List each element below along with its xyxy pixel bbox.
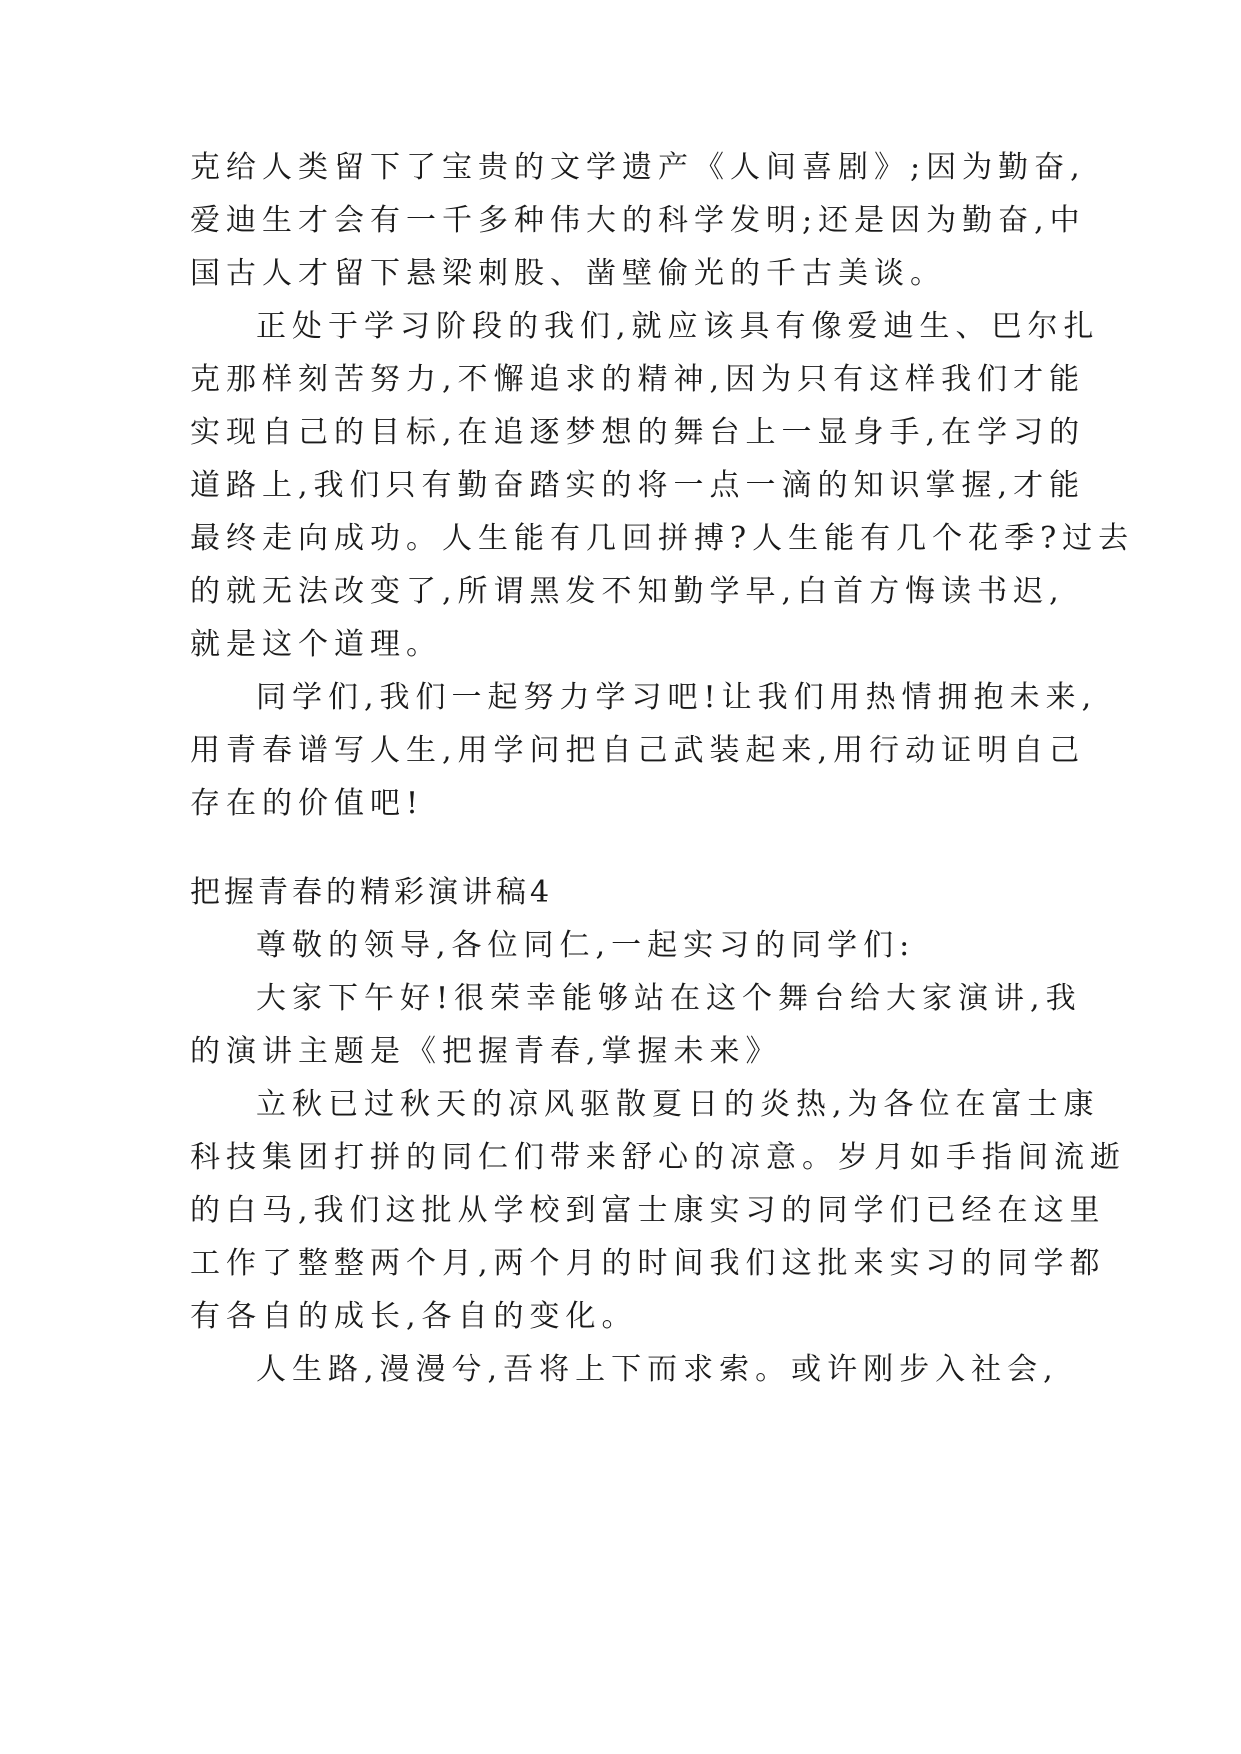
paragraph-line: 的演讲主题是《把握青春,掌握未来》 bbox=[190, 1034, 782, 1069]
paragraph-line: 有各自的成长,各自的变化。 bbox=[190, 1299, 638, 1334]
paragraph-line: 实现自己的目标,在追逐梦想的舞台上一显身手,在学习的 bbox=[190, 415, 1086, 450]
paragraph-line: 工作了整整两个月,两个月的时间我们这批来实习的同学都 bbox=[190, 1246, 1106, 1281]
paragraph-line: 人生路,漫漫兮,吾将上下而求索。或许刚步入社会, bbox=[256, 1352, 1059, 1387]
paragraph-line: 就是这个道理。 bbox=[190, 627, 442, 662]
paragraph-line: 尊敬的领导,各位同仁,一起实习的同学们: bbox=[256, 928, 916, 963]
paragraph-line: 用青春谱写人生,用学问把自己武装起来,用行动证明自己 bbox=[190, 733, 1086, 768]
paragraph-line: 克给人类留下了宝贵的文学遗产《人间喜剧》;因为勤奋, bbox=[190, 150, 1086, 185]
paragraph-line: 克那样刻苦努力,不懈追求的精神,因为只有这样我们才能 bbox=[190, 362, 1086, 397]
paragraph-line: 立秋已过秋天的凉风驱散夏日的炎热,为各位在富士康 bbox=[256, 1087, 1100, 1122]
paragraph-line: 存在的价值吧! bbox=[190, 786, 425, 821]
paragraph-line: 的白马,我们这批从学校到富士康实习的同学们已经在这里 bbox=[190, 1193, 1106, 1228]
section-title: 把握青春的精彩演讲稿4 bbox=[190, 875, 554, 910]
paragraph-line: 的就无法改变了,所谓黑发不知勤学早,白首方悔读书迟, bbox=[190, 574, 1065, 609]
paragraph-line: 同学们,我们一起努力学习吧!让我们用热情拥抱未来, bbox=[256, 680, 1098, 715]
paragraph-line: 道路上,我们只有勤奋踏实的将一点一滴的知识掌握,才能 bbox=[190, 468, 1086, 503]
paragraph-line: 最终走向成功。人生能有几回拼搏?人生能有几个花季?过去 bbox=[190, 521, 1135, 556]
paragraph-line: 大家下午好!很荣幸能够站在这个舞台给大家演讲,我 bbox=[256, 981, 1082, 1016]
paragraph-line: 爱迪生才会有一千多种伟大的科学发明;还是因为勤奋,中 bbox=[190, 203, 1086, 238]
paragraph-line: 科技集团打拼的同仁们带来舒心的凉意。岁月如手指间流逝 bbox=[190, 1140, 1126, 1175]
paragraph-line: 正处于学习阶段的我们,就应该具有像爱迪生、巴尔扎 bbox=[256, 309, 1100, 344]
paragraph-line: 国古人才留下悬梁刺股、凿壁偷光的千古美谈。 bbox=[190, 256, 946, 291]
